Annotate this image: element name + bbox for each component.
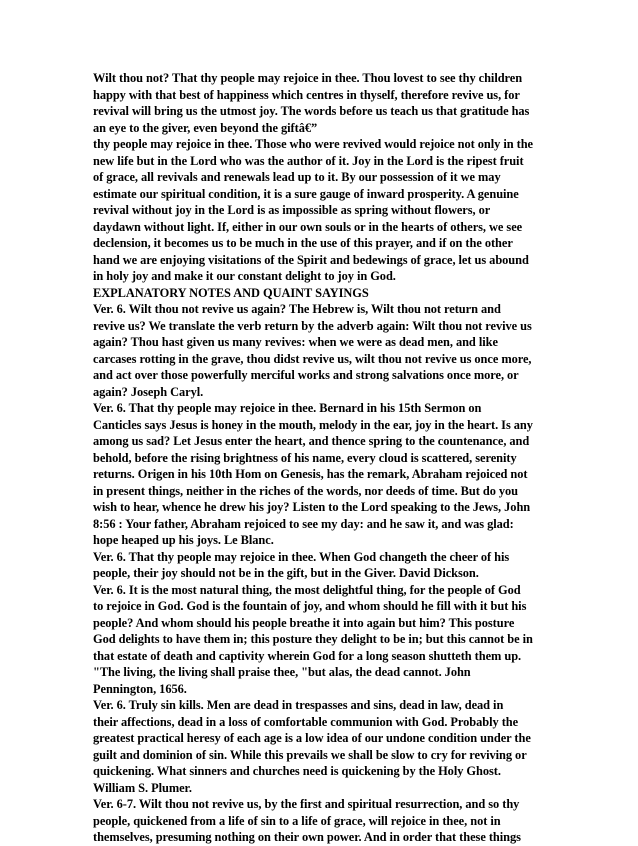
text-line: people? And whom should his people breathe it into again but him? This posture [93,615,515,630]
text-line: to rejoice in God. God is the fountain of joy, and whom should he fill with it but his [93,599,527,613]
text-line: revive us? We translate the verb return by the adverb again: Wilt thou not revive us [93,318,532,333]
text-line: greatest practical heresy of each age is a low idea of our undone condition under the [93,731,531,745]
section-heading: EXPLANATORY NOTES AND QUAINT SAYINGS [93,285,369,300]
text-line: and act over those powerfully merciful works and strong salvations once more, or [93,368,519,382]
text-line: Ver. 6. It is the most natural thing, the most delightful thing, for the people of God [93,582,521,597]
text-line: Ver. 6. That thy people may rejoice in thee. Bernard in his 15th Sermon on [93,401,482,415]
text-line: Ver. 6-7. Wilt thou not revive us, by the first and spiritual resurrection, and so thy [93,797,520,811]
text-line: Ver. 6. That thy people may rejoice in thee. When God changeth the cheer of his [93,549,510,564]
text-line: happy with that best of happiness which centres in thyself, therefore revive us, for [93,87,520,102]
text-line: people, quickened from a life of sin to a life of grace, will rejoice in thee, not in [93,813,501,828]
text-line: God delights to have them in; this posture they delight to be in; but this cannot be in [93,632,533,646]
text-line: an eye to the giver, even beyond the giftâ€” [93,120,318,135]
text-line: Ver. 6. Truly sin kills. Men are dead in trespasses and sins, dead in law, dead in [93,698,504,712]
text-line: hand we are enjoying visitations of the Spirit and bedewings of grace, let us abound [93,252,529,267]
text-line: revival will bring us the utmost joy. The words before us teach us that gratitude has [93,104,530,118]
text-line: among us sad? Let Jesus enter the heart, and thence spring to the countenance, and [93,434,530,448]
text-line: again? Joseph Caryl. [93,384,204,399]
text-line: themselves, presuming nothing on their own power. And in order that these things [93,830,521,844]
text-line: hope heaped up his joys. Le Blanc. [93,533,274,547]
text-line: "The living, the living shall praise thee, "but alas, the dead cannot. John [93,665,471,679]
text-line: estimate our spiritual condition, it is a sure gauge of inward prosperity. A genuine [93,186,519,201]
text-line: quickening. What sinners and churches need is quickening by the Holy Ghost. [93,764,501,778]
text-line: revival without joy in the Lord is as impossible as spring without flowers, or [93,203,491,217]
text-line: in holy joy and make it our constant delight to joy in God. [93,269,396,283]
text-line: new life but in the Lord who was the author of it. Joy in the Lord is the ripest fruit [93,153,524,168]
text-line: Pennington, 1656. [93,681,187,696]
text-line: daydawn without light. If, either in our own souls or in the hearts of others, we see [93,219,523,234]
text-line: 8:56 : Your father, Abraham rejoiced to see my day: and he saw it, and was glad: [93,516,514,531]
text-line: that estate of death and captivity wherein God for a long season shutteth them up. [93,648,522,663]
body-text [93,70,553,846]
text-line: people, their joy should not be in the gift, but in the Giver. David Dickson. [93,566,479,580]
text-line: again? Thou hast given us many revives: when we were as dead men, and like [93,335,498,349]
text-line: thy people may rejoice in thee. Those who were revived would rejoice not only in the [93,137,533,151]
text-line: of grace, all revivals and renewals lead up to it. By our possession of it we may [93,170,501,184]
text-line: William S. Plumer. [93,780,192,795]
text-line: declension, it becomes us to be much in the use of this prayer, and if on the other [93,236,513,250]
text-line: returns. Origen in his 10th Hom on Genesis, has the remark, Abraham rejoiced not [93,467,528,481]
text-line: behold, before the rising brightness of his name, every cloud is scattered, serenity [93,450,517,465]
text-line: Wilt thou not? That thy people may rejoice in thee. Thou lovest to see thy children [93,71,523,85]
text-line: their affections, dead in a loss of comfortable communion with God. Probably the [93,714,519,729]
text-line: carcases rotting in the grave, thou didst revive us, wilt thou not revive us once more, [93,351,532,366]
text-line: wish to hear, whence he drew his joy? Listen to the Lord speaking to the Jews, John [93,500,531,514]
text-line: guilt and dominion of sin. While this prevails we shall be slow to cry for reviving or [93,747,527,762]
text-line: Ver. 6. Wilt thou not revive us again? The Hebrew is, Wilt thou not return and [93,302,501,316]
text-line: Canticles says Jesus is honey in the mouth, melody in the ear, joy in the heart. Is any [93,417,533,432]
text-line: in present things, neither in the riches of the words, nor deeds of time. But do you [93,483,519,498]
